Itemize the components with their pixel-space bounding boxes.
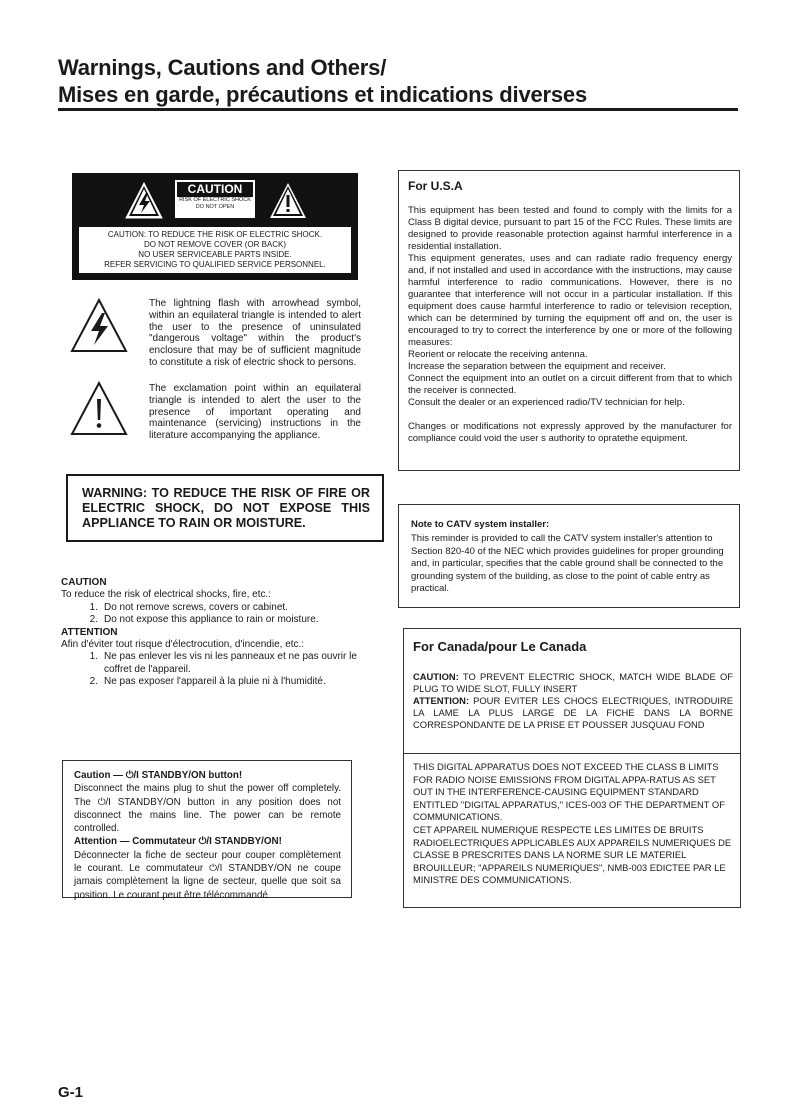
usa-title: For U.S.A — [408, 179, 463, 193]
list-item: 2. Do not expose this appliance to rain or moisture. — [89, 614, 319, 626]
usa-paragraph: This equipment has been tested and found to comply with the limits for a Class B digital device, pursuant to part 15 of the FCC Rules. These limits are designed to provide reasonable protection against harmful interference in a residential installation. — [408, 205, 732, 252]
canada-title: For Canada/pour Le Canada — [413, 639, 587, 654]
caution-label-sub-1: RISK OF ELECTRIC SHOCK — [179, 197, 251, 203]
standby-text-fr: Déconnecter la fiche de secteur pour couper complètement le courant. Le commutateur ⏻/I STANDBY/ON ne coupe jamais complètement la ligne de secteur, quelle que soit sa position. Le courant peut être télécommandé. — [74, 849, 341, 901]
lightning-triangle-icon — [124, 181, 164, 221]
warning-box — [66, 474, 384, 542]
title-rule — [58, 108, 738, 111]
canada-digital-text — [413, 761, 735, 887]
canada-divider — [404, 753, 740, 754]
caution-label-panel — [175, 180, 255, 218]
caution-label-line: NO USER SERVICEABLE PARTS INSIDE. — [138, 250, 292, 259]
standby-heading-fr: Attention — Commutateur ⏻/I STANDBY/ON! — [74, 836, 282, 848]
standby-caution-box — [62, 760, 352, 901]
caution-label-line: REFER SERVICING TO QUALIFIED SERVICE PERSONNEL. — [104, 260, 326, 269]
caution-label-title: CAUTION — [177, 182, 253, 197]
standby-text-en: Disconnect the mains plug to shut the power off completely. The ⏻/I STANDBY/ON button in any position does not disconnect the mains line. The power can be remote controlled. — [74, 783, 341, 835]
usa-measure: Increase the separation between the equipment and receiver. — [408, 361, 666, 372]
usa-measure: Connect the equipment into an outlet on a circuit different from that to which the receiver is connected. — [408, 373, 732, 396]
canada-digital-en: THIS DIGITAL APPARATUS DOES NOT EXCEED THE CLASS B LIMITS FOR RADIO NOISE EMISSIONS FROM DIGITAL APPA-RATUS AS SET OUT IN THE INTERFERENCE-CAUSING EQUIPMENT STANDARD ENTITLED "DIGITAL APPARATUS," ICES-003 OF THE DEPARTMENT OF COMMUNICATIONS. — [413, 761, 725, 823]
standby-caution-text — [74, 769, 341, 902]
caution-intro: To reduce the risk of electrical shocks, fire, etc.: — [61, 589, 272, 601]
canada-caution-body: TO PREVENT ELECTRIC SHOCK, MATCH WIDE BLADE OF PLUG TO WIDE SLOT, FULLY INSERT — [413, 671, 733, 694]
caution-label — [72, 173, 358, 280]
canada-caution-label: CAUTION: — [413, 671, 459, 682]
warning-text: WARNING: TO REDUCE THE RISK OF FIRE OR ELECTRIC SHOCK, DO NOT EXPOSE THIS APPLIANCE TO RAIN OR MOISTURE. — [82, 486, 370, 530]
caution-label-sub-2: DO NOT OPEN — [195, 204, 235, 210]
page-number: G-1 — [58, 1084, 84, 1101]
canada-notice-box — [403, 628, 741, 908]
page-title-line-2: Mises en garde, précautions et indications diverses — [58, 82, 587, 107]
caution-section — [61, 577, 381, 689]
canada-attention-label: ATTENTION: — [413, 695, 470, 706]
catv-note-box — [398, 504, 740, 608]
catv-text: This reminder is provided to call the CATV system installer's attention to Section 820-40 of the NEC which provides guidelines for proper grounding and, in particular, specifies that the cable ground shall be connected to the grounding system of the building, as close to the point of cable entry as practical. — [411, 533, 724, 595]
caution-label-line: CAUTION: TO REDUCE THE RISK OF ELECTRIC SHOCK. — [107, 230, 323, 239]
page-title — [58, 54, 748, 108]
attention-intro: Afin d'éviter tout risque d'électrocution, d'incendie, etc.: — [61, 639, 305, 651]
caution-heading: CAUTION — [61, 577, 107, 588]
usa-text — [408, 205, 732, 445]
exclamation-point-icon — [70, 380, 128, 438]
usa-paragraph: Changes or modifications not expressly approved by the manufacturer for compliance could void the user s authority to opratethe equipment. — [408, 421, 732, 444]
lightning-flash-icon — [70, 297, 128, 355]
exclamation-symbol-description: The exclamation point within an equilateral triangle is intended to alert the user to the presence of important operating and maintenance (servicing) instructions in the literature accompanying the appliance. — [149, 383, 361, 442]
usa-paragraph: This equipment generates, uses and can radiate radio frequency energy and, if not installed and used in accordance with the instructions, may cause harmful interference to radio communications. However, there is no guarantee that interference will not occur in a particular installation. If this equipment does cause harmful interference to radio or television reception, which can be determined by turning the equipment off and on, the user is encouraged to try to correct the interference by one or more of the following measures: — [408, 253, 732, 348]
standby-heading-en: Caution — ⏻/I STANDBY/ON button! — [74, 770, 243, 781]
usa-notice-box — [398, 170, 740, 471]
canada-caution-text — [413, 671, 733, 731]
exclamation-triangle-icon — [268, 181, 308, 221]
list-item: 1. Do not remove screws, covers or cabinet. — [89, 601, 288, 613]
catv-title: Note to CATV system installer: — [411, 519, 550, 530]
caution-label-subtitle — [175, 197, 255, 211]
list-item: 2. Ne pas exposer l'appareil à la pluie ni à l'humidité. — [89, 676, 326, 688]
attention-heading: ATTENTION — [61, 626, 118, 638]
page-title-line-1: Warnings, Cautions and Others/ — [58, 55, 387, 80]
canada-digital-fr: CET APPAREIL NUMERIQUE RESPECTE LES LIMITES DE BRUITS RADIOELECTRIQUES APPLICABLES AUX APPAREILS NUMERIQUES DE CLASSE B PRESCRITES DANS LA NORME SUR LE MATERIEL BROUILLEUR; "APPAREILS NUMERIQUES", NMB-003 EDICTEE PAR LE MINISTRE DES COMMUNICATIONS. — [413, 823, 732, 886]
list-item: 1. Ne pas enlever les vis ni les panneaux et ne pas ouvrir le coffret de l'appareil. — [89, 651, 357, 675]
canada-attention-body: POUR EVITER LES CHOCS ELECTRIQUES, INTRODUIRE LA LAME LA PLUS LARGE DE LA FICHE DANS LA BORNE CORRESPONDANTE DE LA PRISE ET POUSSER JUSQUAU FOND — [413, 695, 733, 730]
usa-measure: Consult the dealer or an experienced radio/TV technician for help. — [408, 397, 685, 408]
caution-label-text — [79, 227, 351, 273]
lightning-symbol-description: The lightning flash with arrowhead symbol, within an equilateral triangle is intended to alert the user to the presence of uninsulated "dangerous voltage" within the product's enclosure that may be of sufficient magnitude to constitute a risk of electric shock to persons. — [149, 298, 361, 368]
usa-measure: Reorient or relocate the receiving antenna. — [408, 349, 588, 360]
caution-label-line: DO NOT REMOVE COVER (OR BACK) — [143, 240, 287, 249]
